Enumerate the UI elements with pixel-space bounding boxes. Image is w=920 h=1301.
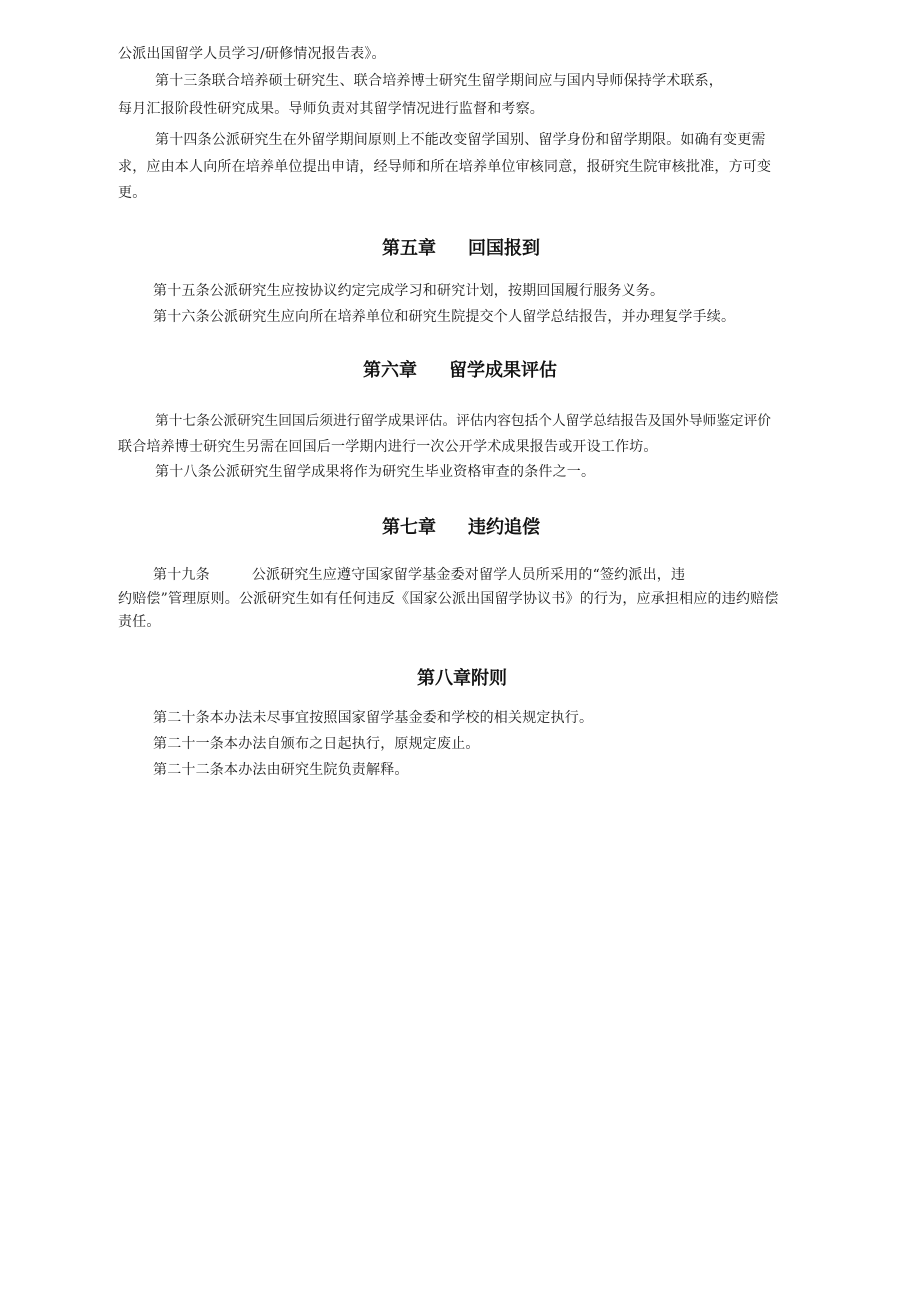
article-16: 第十六条公派研究生应向所在培养单位和研究生院提交个人留学总结报告，并办理复学手续。 (153, 309, 736, 325)
chapter-5-number: 第五章 (382, 238, 436, 259)
article-22: 第二十二条本办法由研究生院负责解释。 (153, 762, 409, 778)
chapter-7-title: 违约追偿 (468, 517, 540, 538)
article-18: 第十八条公派研究生留学成果将作为研究生毕业资格审查的条件之一。 (155, 464, 596, 480)
article-14-line-3: 更。 (118, 185, 147, 201)
article-14-line-1: 第十四条公派研究生在外留学期间原则上不能改变留学国别、留学身份和留学期限。如确有变更需 (155, 132, 766, 148)
chapter-5-heading (382, 238, 540, 260)
article-13-line-2: 每月汇报阶段性研究成果。导师负责对其留学情况进行监督和考察。 (118, 101, 544, 117)
chapter-7-heading (382, 517, 540, 539)
paragraph-line: 公派出国留学人员学习/研修情况报告表》。 (118, 46, 386, 62)
article-19-line-2: 约赔偿”管理原则。公派研究生如有任何违反《国家公派出国留学协议书》的行为，应承担相应的违约赔偿 (118, 591, 779, 607)
chapter-5-title: 回国报到 (468, 238, 540, 259)
article-21: 第二十一条本办法自颁布之日起执行，原规定废止。 (153, 736, 480, 752)
chapter-6-title: 留学成果评估 (449, 360, 557, 381)
article-13-line-1: 第十三条联合培养硕士研究生、联合培养博士研究生留学期间应与国内导师保持学术联系， (155, 73, 723, 89)
article-17-line-1: 第十七条公派研究生回国后须进行留学成果评估。评估内容包括个人留学总结报告及国外导师鉴定评价 (155, 413, 771, 429)
article-14-line-2: 求，应由本人向所在培养单位提出申请，经导师和所在培养单位审核同意，报研究生院审核批准，方可变 (118, 159, 772, 175)
article-19-text: 公派研究生应遵守国家留学基金委对留学人员所采用的“签约派出，违 (251, 567, 686, 583)
article-19-line-3: 责任。 (118, 614, 161, 630)
chapter-6-heading (363, 360, 557, 382)
article-19-label: 第十九条 (153, 567, 210, 583)
chapter-8-heading: 第八章附则 (417, 668, 507, 689)
article-15: 第十五条公派研究生应按协议约定完成学习和研究计划，按期回国履行服务义务。 (153, 283, 665, 299)
chapter-6-number: 第六章 (363, 360, 417, 381)
article-20: 第二十条本办法未尽事宜按照国家留学基金委和学校的相关规定执行。 (153, 710, 594, 726)
article-17-line-2: 联合培养博士研究生另需在回国后一学期内进行一次公开学术成果报告或开设工作坊。 (118, 439, 658, 455)
chapter-7-number: 第七章 (382, 517, 436, 538)
article-19-line-1 (153, 566, 685, 584)
